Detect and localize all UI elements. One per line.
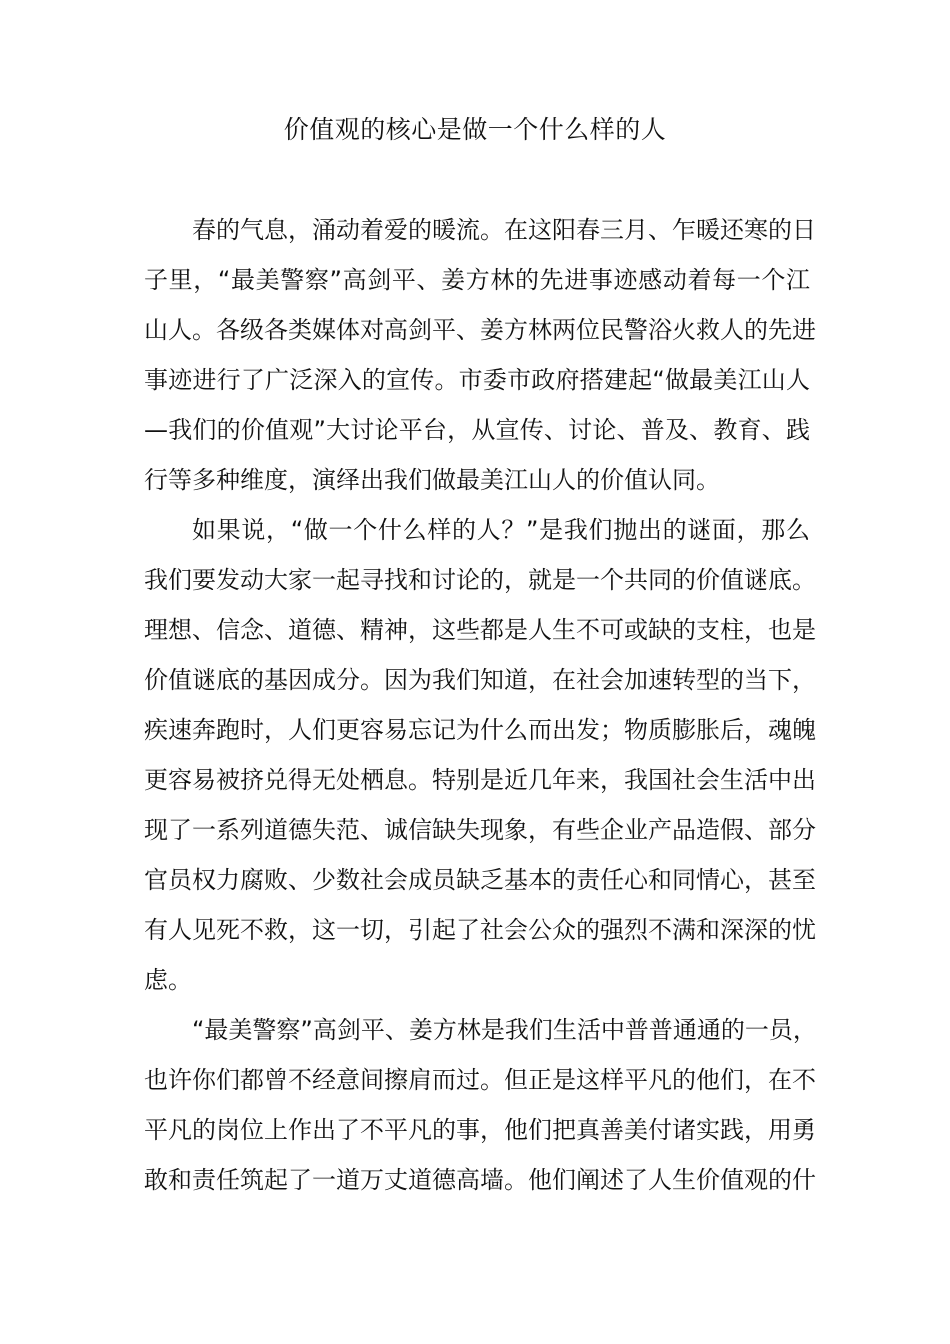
paragraph-line: 更容易被挤兑得无处栖息。特别是近几年来，我国社会生活中出 bbox=[144, 766, 816, 794]
paragraph-line: 有人见死不救，这一切，引起了社会公众的强烈不满和深深的忧 bbox=[144, 916, 816, 944]
paragraph-line: 行等多种维度，演绎出我们做最美江山人的价值认同。 bbox=[144, 466, 720, 494]
paragraph-line: —我们的价值观”大讨论平台，从宣传、讨论、普及、教育、践 bbox=[144, 416, 810, 444]
paragraph-line: 敢和责任筑起了一道万丈道德高墙。他们阐述了人生价值观的什 bbox=[144, 1166, 816, 1194]
paragraph-line: 虑。 bbox=[144, 966, 192, 994]
paragraph-line: 山人。各级各类媒体对高剑平、姜方林两位民警浴火救人的先进 bbox=[144, 316, 816, 344]
document-title: 价值观的核心是做一个什么样的人 bbox=[283, 115, 667, 144]
paragraph-line: 理想、信念、道德、精神，这些都是人生不可或缺的支柱，也是 bbox=[144, 616, 816, 644]
paragraph-line: 子里，“最美警察”高剑平、姜方林的先进事迹感动着每一个江 bbox=[144, 266, 810, 294]
paragraph-line: 也许你们都曾不经意间擦肩而过。但正是这样平凡的他们，在不 bbox=[144, 1066, 816, 1094]
paragraph-line: 官员权力腐败、少数社会成员缺乏基本的责任心和同情心，甚至 bbox=[144, 866, 816, 894]
paragraph-3 bbox=[144, 1005, 817, 1205]
paragraph-1 bbox=[144, 205, 816, 505]
paragraph-line: 春的气息，涌动着爱的暖流。在这阳春三月、乍暖还寒的日 bbox=[192, 216, 816, 244]
paragraph-line: 事迹进行了广泛深入的宣传。市委市政府搭建起“做最美江山人 bbox=[144, 366, 810, 394]
paragraph-line: 价值谜底的基因成分。因为我们知道，在社会加速转型的当下， bbox=[144, 666, 816, 694]
paragraph-line: 我们要发动大家一起寻找和讨论的，就是一个共同的价值谜底。 bbox=[144, 566, 816, 594]
paragraph-2 bbox=[144, 505, 816, 1005]
paragraph-line: 平凡的岗位上作出了不平凡的事，他们把真善美付诸实践，用勇 bbox=[144, 1116, 816, 1144]
paragraph-line: “最美警察”高剑平、姜方林是我们生活中普普通通的一员， bbox=[192, 1016, 817, 1044]
paragraph-line: 如果说，“做一个什么样的人？”是我们抛出的谜面，那么 bbox=[192, 516, 810, 544]
paragraph-line: 疾速奔跑时，人们更容易忘记为什么而出发；物质膨胀后，魂魄 bbox=[144, 716, 816, 744]
paragraph-line: 现了一系列道德失范、诚信缺失现象，有些企业产品造假、部分 bbox=[144, 816, 816, 844]
